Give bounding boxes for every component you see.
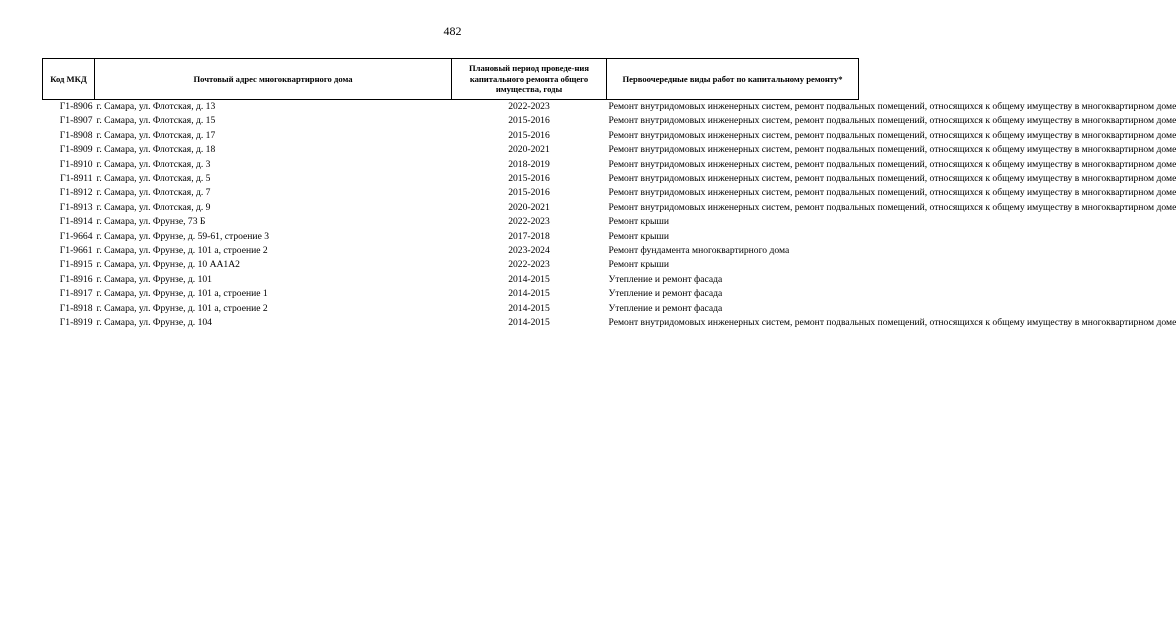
- planned-period-cell: 2018-2019: [508, 158, 550, 170]
- page-number: 482: [443, 24, 462, 38]
- postal-address-cell: г. Самара, ул. Фрунзе, д. 101: [96, 273, 212, 285]
- planned-period-cell: 2015-2016: [508, 115, 550, 127]
- table-body: [43, 100, 1176, 331]
- building-code-cell: Г1-8907: [59, 115, 93, 127]
- postal-address-cell: г. Самара, ул. Флотская, д. 18: [96, 144, 216, 156]
- building-code-cell: Г1-8918: [59, 302, 93, 314]
- planned-period-cell: 2014-2015: [508, 273, 550, 285]
- planned-period-cell: 2014-2015: [508, 302, 550, 314]
- postal-address-cell: г. Самара, ул. Фрунзе, д. 10 АА1А2: [96, 259, 240, 271]
- priority-works-cell: Ремонт внутридомовых инженерных систем, ремонт подвальных помещений, относящихся к общему имуществу в многоквартирном доме: [608, 129, 1176, 141]
- table-row: [43, 201, 859, 215]
- header-building-code: Код МКД: [43, 59, 95, 100]
- table-row: [43, 172, 859, 186]
- planned-period-cell: 2022-2023: [508, 259, 550, 271]
- table-row: [43, 215, 859, 229]
- priority-works-cell: Ремонт внутридомовых инженерных систем, ремонт подвальных помещений, относящихся к общему имуществу в многоквартирном доме: [608, 173, 1176, 185]
- planned-period-cell: 2015-2016: [508, 187, 550, 199]
- postal-address-cell: г. Самара, ул. Флотская, д. 13: [96, 101, 216, 112]
- building-code-cell: Г1-8917: [59, 288, 93, 300]
- building-code-cell: Г1-8911: [60, 173, 93, 185]
- building-code-cell: Г1-8906: [59, 101, 93, 112]
- header-postal-address: Почтовый адрес многоквартирного дома: [95, 59, 452, 100]
- postal-address-cell: г. Самара, ул. Флотская, д. 3: [96, 158, 211, 170]
- planned-period-cell: 2015-2016: [508, 173, 550, 185]
- building-code-cell: Г1-8908: [59, 129, 93, 141]
- building-code-cell: Г1-8919: [59, 317, 93, 329]
- planned-period-cell: 2017-2018: [508, 230, 550, 242]
- priority-works-cell: Ремонт крыши: [608, 259, 669, 271]
- postal-address-cell: г. Самара, ул. Фрунзе, д. 101 а, строение 2: [96, 245, 268, 257]
- table-row: [43, 143, 859, 157]
- postal-address-cell: г. Самара, ул. Фрунзе, 73 Б: [96, 216, 206, 228]
- planned-period-cell: 2023-2024: [508, 245, 550, 257]
- building-code-cell: Г1-8914: [59, 216, 93, 228]
- postal-address-cell: г. Самара, ул. Фрунзе, д. 59-61, строение 3: [96, 230, 270, 242]
- planned-period-cell: 2022-2023: [508, 101, 550, 112]
- postal-address-cell: г. Самара, ул. Флотская, д. 5: [96, 173, 211, 185]
- postal-address-cell: г. Самара, ул. Фрунзе, д. 104: [96, 317, 212, 329]
- building-code-cell: Г1-8912: [59, 187, 93, 199]
- postal-address-cell: г. Самара, ул. Флотская, д. 17: [96, 129, 216, 141]
- priority-works-cell: Ремонт внутридомовых инженерных систем, ремонт подвальных помещений, относящихся к общему имуществу в многоквартирном доме: [608, 201, 1176, 213]
- capital-repair-table: [42, 58, 1176, 331]
- building-code-cell: Г1-9664: [59, 230, 93, 242]
- postal-address-cell: г. Самара, ул. Флотская, д. 7: [96, 187, 211, 199]
- building-code-cell: Г1-8913: [59, 201, 93, 213]
- priority-works-cell: Ремонт внутридомовых инженерных систем, ремонт подвальных помещений, относящихся к общему имуществу в многоквартирном доме: [608, 115, 1176, 127]
- table-row: [43, 273, 859, 287]
- priority-works-cell: Утепление и ремонт фасада: [608, 302, 723, 314]
- table-row: [43, 287, 859, 301]
- table-row: [43, 230, 859, 244]
- priority-works-cell: Утепление и ремонт фасада: [608, 273, 723, 285]
- priority-works-cell: Утепление и ремонт фасада: [608, 288, 723, 300]
- table-row: [43, 158, 859, 172]
- postal-address-cell: г. Самара, ул. Флотская, д. 9: [96, 201, 211, 213]
- postal-address-cell: г. Самара, ул. Флотская, д. 15: [96, 115, 216, 127]
- priority-works-cell: Ремонт крыши: [608, 230, 669, 242]
- planned-period-cell: 2015-2016: [508, 129, 550, 141]
- priority-works-cell: Ремонт внутридомовых инженерных систем, ремонт подвальных помещений, относящихся к общему имуществу в многоквартирном доме: [608, 187, 1176, 199]
- table-row: [43, 129, 859, 143]
- postal-address-cell: г. Самара, ул. Фрунзе, д. 101 а, строение 1: [96, 288, 268, 300]
- table-row: [43, 114, 859, 128]
- table-row: [43, 186, 859, 200]
- table-row: [43, 302, 859, 316]
- priority-works-cell: Ремонт внутридомовых инженерных систем, ремонт подвальных помещений, относящихся к общему имуществу в многоквартирном доме: [608, 101, 1176, 112]
- building-code-cell: Г1-9661: [59, 245, 93, 257]
- building-code-cell: Г1-8915: [59, 259, 93, 271]
- table-header-row: [43, 59, 859, 100]
- header-priority-works: Первоочередные виды работ по капитальному ремонту*: [607, 59, 859, 100]
- postal-address-cell: г. Самара, ул. Фрунзе, д. 101 а, строение 2: [96, 302, 268, 314]
- priority-works-cell: Ремонт внутридомовых инженерных систем, ремонт подвальных помещений, относящихся к общему имуществу в многоквартирном доме: [608, 317, 1176, 329]
- table-row: [43, 258, 859, 272]
- planned-period-cell: 2022-2023: [508, 216, 550, 228]
- priority-works-cell: Ремонт внутридомовых инженерных систем, ремонт подвальных помещений, относящихся к общему имуществу в многоквартирном доме: [608, 144, 1176, 156]
- table-row: [43, 244, 859, 258]
- planned-period-cell: 2020-2021: [508, 144, 550, 156]
- priority-works-cell: Ремонт фундамента многоквартирного дома: [608, 245, 790, 257]
- planned-period-cell: 2020-2021: [508, 201, 550, 213]
- building-code-cell: Г1-8910: [59, 158, 93, 170]
- priority-works-cell: Ремонт крыши: [608, 216, 669, 228]
- building-code-cell: Г1-8909: [59, 144, 93, 156]
- building-code-cell: Г1-8916: [59, 273, 93, 285]
- planned-period-cell: 2014-2015: [508, 288, 550, 300]
- table-row: [43, 316, 859, 330]
- header-planned-period: Плановый период проведе-ния капитального ремонта общего имущества, годы: [452, 59, 607, 100]
- table-row: [43, 100, 859, 115]
- planned-period-cell: 2014-2015: [508, 317, 550, 329]
- priority-works-cell: Ремонт внутридомовых инженерных систем, ремонт подвальных помещений, относящихся к общему имуществу в многоквартирном доме: [608, 158, 1176, 170]
